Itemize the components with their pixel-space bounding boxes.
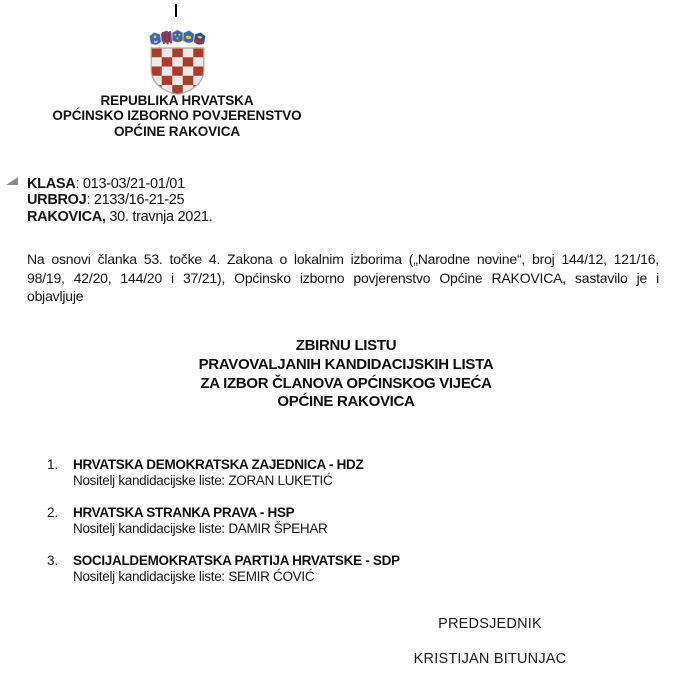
- party-name: SOCIJALDEMOKRATSKA PARTIJA HRVATSKE - SDP: [73, 553, 400, 568]
- crown-shields: [149, 30, 206, 46]
- intro-paragraph: [27, 250, 659, 306]
- klasa-label: KLASA: [27, 176, 76, 192]
- intro-line-3: objavljuje: [27, 288, 84, 305]
- intro-line-1: Na osnovi članka 53. točke 4. Zakona o lokalnim izborima („Narodne novine“, broj 144/12, 121/16,: [27, 251, 659, 267]
- item-body: [73, 553, 400, 584]
- title-line-4: OPĆINE RAKOVICA: [277, 393, 415, 411]
- party-name: HRVATSKA DEMOKRATSKA ZAJEDNICA - HDZ: [73, 457, 364, 472]
- list-holder: Nositelj kandidacijske liste: DAMIR ŠPEHAR: [73, 520, 328, 536]
- list-holder: Nositelj kandidacijske liste: SEMIR ĆOVIĆ: [73, 568, 315, 584]
- place-date-line: [27, 209, 212, 225]
- signature-name: KRISTIJAN BITUNJAC: [413, 651, 567, 667]
- outline-marker-icon: [6, 177, 18, 185]
- urbroj-line: [27, 192, 212, 208]
- item-body: [73, 505, 328, 536]
- place-label: RAKOVICA,: [27, 208, 106, 225]
- letterhead-commission: OPĆINSKO IZBORNO POVJERENSTVO: [52, 108, 302, 124]
- list-item: [47, 457, 647, 488]
- reference-block: [27, 176, 212, 225]
- letterhead-municipality: OPĆINE RAKOVICA: [113, 123, 240, 139]
- title-line-1: ZBIRNU LISTU: [295, 337, 397, 354]
- title-line-3: ZA IZBOR ČLANOVA OPĆINSKOG VIJEĆA: [200, 374, 492, 392]
- document-title: [27, 337, 665, 412]
- item-body: [73, 457, 363, 488]
- croatia-coat-of-arms-icon: [149, 29, 206, 100]
- list-item: [47, 505, 647, 536]
- signature-role: PREDSJEDNIK: [438, 616, 542, 632]
- item-number: 2.: [47, 505, 59, 520]
- intro-line-2: 98/19, 42/20, 144/20 i 37/21), Općinsko izborno povjerenstvo Općine RAKOVICA, sastavilo je i: [27, 269, 659, 286]
- party-name: HRVATSKA STRANKA PRAVA - HSP: [73, 505, 295, 520]
- urbroj-value: : 2133/16-21-25: [86, 192, 185, 209]
- urbroj-label: URBROJ: [27, 192, 87, 209]
- signature-block: [390, 616, 590, 667]
- klasa-value: : 013-03/21-01/01: [75, 176, 185, 192]
- item-number: 3.: [47, 553, 59, 568]
- letterhead: [27, 93, 327, 139]
- title-line-2: PRAVOVALJANIH KANDIDACIJSKIH LISTA: [198, 355, 494, 373]
- klasa-line: [27, 176, 212, 192]
- list-holder: Nositelj kandidacijske liste: ZORAN LUKETIĆ: [73, 472, 333, 488]
- checkerboard: [151, 48, 204, 94]
- text-cursor-mark: [175, 4, 177, 17]
- list-item: [47, 553, 647, 584]
- item-number: 1.: [47, 457, 59, 472]
- candidate-list: [47, 457, 647, 601]
- letterhead-country: REPUBLIKA HRVATSKA: [100, 93, 254, 108]
- date-value: 30. travnja 2021.: [105, 208, 213, 225]
